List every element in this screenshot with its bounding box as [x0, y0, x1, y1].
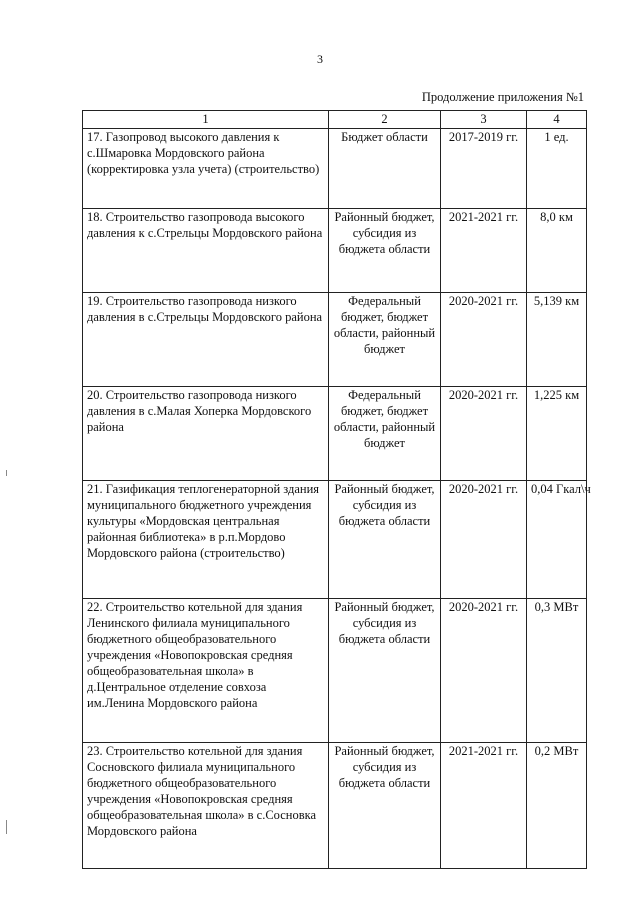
- period-cell: 2021-2021 гг.: [441, 209, 527, 293]
- funding-source-cell: Федеральный бюджет, бюджет области, районный бюджет: [329, 387, 441, 481]
- capacity-cell: 5,139 км: [527, 293, 587, 387]
- object-name-cell: 23. Строительство котельной для здания Сосновского филиала муниципального бюджетного общеобразовательного учреждения «Новопокровская средняя общеобразовательная школа» в с.Сосновка Мордовского района: [83, 743, 329, 869]
- capacity-cell: 0,2 МВт: [527, 743, 587, 869]
- object-name-cell: 17. Газопровод высокого давления к с.Шмаровка Мордовского района (корректировка узла учета) (строительство): [83, 129, 329, 209]
- funding-source-cell: Районный бюджет, субсидия из бюджета области: [329, 599, 441, 743]
- object-name-cell: 19. Строительство газопровода низкого давления в с.Стрельцы Мордовского района: [83, 293, 329, 387]
- continuation-label: Продолжение приложения №1: [421, 90, 584, 104]
- capacity-cell: 0,04 Гкал\ч: [527, 481, 587, 599]
- table-row: [83, 743, 587, 869]
- funding-source-cell: Бюджет области: [329, 129, 441, 209]
- column-header-2: 2: [329, 111, 441, 129]
- period-cell: 2020-2021 гг.: [441, 387, 527, 481]
- column-header-3: 3: [441, 111, 527, 129]
- capacity-cell: 0,3 МВт: [527, 599, 587, 743]
- period-cell: 2021-2021 гг.: [441, 743, 527, 869]
- object-name-cell: 18. Строительство газопровода высокого давления к с.Стрельцы Мордовского района: [83, 209, 329, 293]
- period-cell: 2020-2021 гг.: [441, 481, 527, 599]
- object-name-cell: 22. Строительство котельной для здания Ленинского филиала муниципального бюджетного общеобразовательного учреждения «Новопокровская средняя общеобразовательная школа» в д.Центральное отделение совхоза им.Ленина Мордовского района: [83, 599, 329, 743]
- table-row: [83, 481, 587, 599]
- table-row: [83, 387, 587, 481]
- object-name-cell: 20. Строительство газопровода низкого давления в с.Малая Хоперка Мордовского района: [83, 387, 329, 481]
- funding-source-cell: Районный бюджет, субсидия из бюджета области: [329, 743, 441, 869]
- program-table: [82, 110, 591, 869]
- capacity-cell: 8,0 км: [527, 209, 587, 293]
- period-cell: 2020-2021 гг.: [441, 599, 527, 743]
- page-number: 3: [317, 52, 323, 66]
- table-header-row: [83, 111, 587, 129]
- object-name-cell: 21. Газификация теплогенераторной здания муниципального бюджетного учреждения культуры «Мордовская центральная районная библиотека» в р.п.Мордово Мордовского района (строительство): [83, 481, 329, 599]
- table-row: [83, 599, 587, 743]
- margin-mark: [6, 820, 7, 834]
- funding-source-cell: Районный бюджет, субсидия из бюджета области: [329, 209, 441, 293]
- capacity-cell: 1,225 км: [527, 387, 587, 481]
- period-cell: 2017-2019 гг.: [441, 129, 527, 209]
- funding-source-cell: Федеральный бюджет, бюджет области, районный бюджет: [329, 293, 441, 387]
- table-row: [83, 293, 587, 387]
- column-header-4: 4: [527, 111, 587, 129]
- funding-source-cell: Районный бюджет, субсидия из бюджета области: [329, 481, 441, 599]
- capacity-cell: 1 ед.: [527, 129, 587, 209]
- period-cell: 2020-2021 гг.: [441, 293, 527, 387]
- column-header-1: 1: [83, 111, 329, 129]
- table-row: [83, 209, 587, 293]
- margin-mark: [6, 470, 7, 476]
- table-row: [83, 129, 587, 209]
